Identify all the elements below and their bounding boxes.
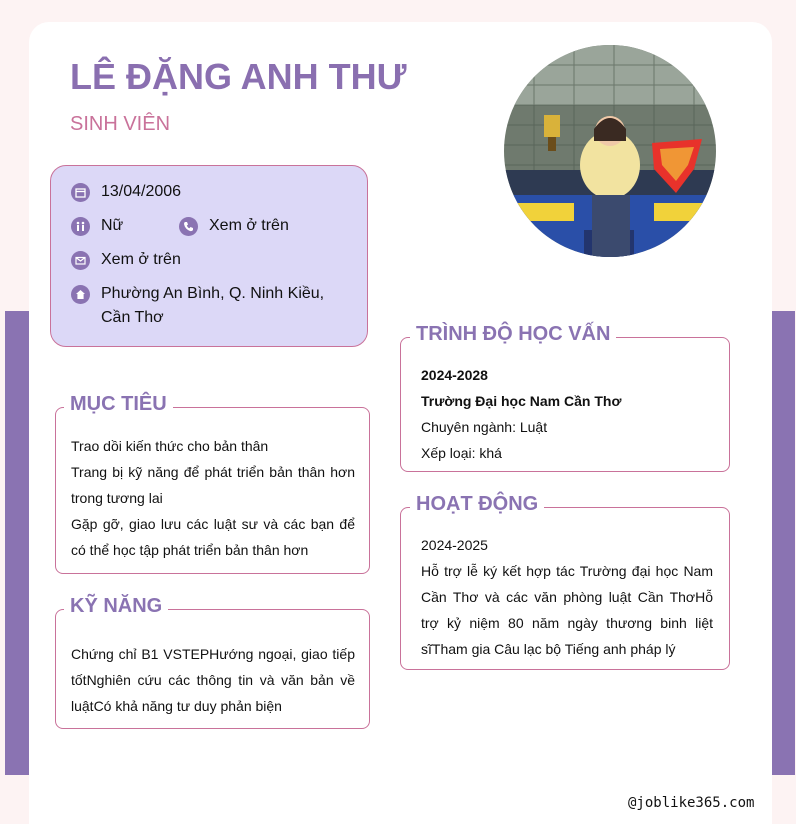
watermark: @joblike365.com [628,795,755,811]
contact-gender [71,217,123,238]
education-school: Trường Đại học Nam Cần Thơ [421,393,622,409]
objective-section [55,393,370,574]
objective-line: Trao dồi kiến thức cho bản thân [71,438,269,454]
profile-photo [504,45,716,257]
email-value: Xem ở trên [101,251,181,268]
right-accent-band [772,311,795,775]
education-grade: Xếp loại: khá [421,445,502,461]
skills-text: Chứng chỉ B1 VSTEPHướng ngoại, giao tiếp tốtNghiên cứu các thông tin và văn bản về luậtCó khả năng tư duy phản biện [71,646,355,714]
skills-section [55,595,370,729]
calendar-icon [71,183,90,202]
activities-text: Hỗ trợ lễ ký kết hợp tác Trường đại học Nam Cần Thơ và các văn phòng luật Cần ThơHỗ trợ kỷ niệm 80 năm ngày thương binh liệt sĩTham gia Câu lạc bộ Tiếng anh pháp lý [421,563,713,657]
email-icon [71,251,90,270]
skills-title: KỸ NĂNG [64,595,168,618]
contact-box [50,165,368,347]
candidate-name: LÊ ĐẶNG ANH THƯ [70,56,407,97]
activities-title: HOẠT ĐỘNG [410,493,544,516]
objective-line: Gặp gỡ, giao lưu các luật sư và các bạn để có thể học tập phát triển bản thân hơn [71,516,355,558]
education-major: Chuyên ngành: Luật [421,419,548,435]
birthdate-value: 13/04/2006 [101,183,182,200]
contact-email [71,251,181,272]
activities-years: 2024-2025 [421,537,488,553]
candidate-role: SINH VIÊN [70,113,171,135]
education-years: 2024-2028 [421,367,488,383]
left-accent-band [5,311,29,775]
contact-birthdate [71,183,181,204]
education-title: TRÌNH ĐỘ HỌC VẤN [410,323,616,346]
contact-address [71,285,351,330]
education-section [400,323,730,472]
objective-title: MỤC TIÊU [64,393,173,416]
activities-section [400,493,730,670]
phone-icon [179,217,198,236]
gender-icon [71,217,90,236]
phone-value: Xem ở trên [209,217,289,234]
home-icon [71,285,90,304]
contact-phone [179,217,289,238]
gender-value: Nữ [101,217,124,234]
address-value: Phường An Bình, Q. Ninh Kiều, Cần Thơ [101,285,325,326]
objective-line: Trang bị kỹ năng để phát triển bản thân hơn trong tương lai [71,464,355,506]
